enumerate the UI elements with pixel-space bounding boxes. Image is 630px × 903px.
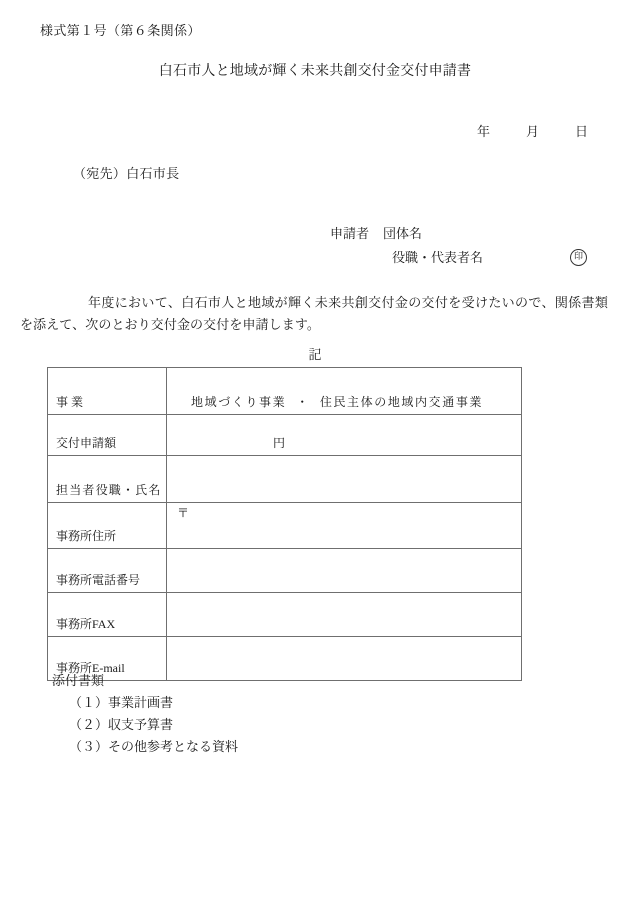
page-title: 白石市人と地域が輝く未来共創交付金交付申請書 (158, 64, 472, 79)
list-item: （１）事業計画書 (69, 695, 174, 710)
row-label-address: 事務所住所 (48, 503, 167, 549)
seal-icon: 印 (570, 249, 587, 266)
row-label-email: 事務所E-mail (48, 637, 167, 681)
row-value-phone[interactable] (167, 549, 522, 593)
date-line (0, 123, 588, 141)
ki-marker: 記 (308, 347, 322, 362)
applicant-organization-row (330, 222, 483, 246)
amount-unit-label: 円 (272, 436, 285, 450)
form-number: 様式第１号（第６条関係） (40, 23, 201, 38)
organization-name-label: 団体名 (383, 226, 423, 241)
attachments-list (52, 692, 238, 758)
attachments-heading: 添付書類 (52, 673, 105, 688)
row-label-amount: 交付申請額 (48, 415, 167, 456)
applicant-block (330, 222, 583, 270)
body-paragraph: 年度において、白石市人と地域が輝く未来共創交付金の交付を受けたいので、関係書類を添えて、次のとおり交付金の交付を申請します。 (20, 295, 608, 332)
row-label-contact: 担当者役職・氏名 (48, 456, 167, 503)
table-row (48, 503, 522, 549)
applicant-representative-row (330, 246, 583, 270)
list-item: （２）収支予算書 (69, 717, 174, 732)
row-value-contact[interactable] (167, 456, 522, 503)
table-row (48, 368, 522, 415)
table-row (48, 593, 522, 637)
attachments-block (52, 670, 238, 758)
jigyo-option-b: 住民主体の地域内交通事業 (319, 395, 484, 409)
date-month-label: 月 (525, 124, 539, 139)
row-value-address[interactable] (167, 503, 522, 549)
applicant-label: 申請者 (330, 226, 370, 241)
date-year-label: 年 (476, 124, 490, 139)
row-value-fax[interactable] (167, 593, 522, 637)
row-value-jigyo[interactable] (167, 368, 522, 415)
row-label-fax: 事務所FAX (48, 593, 167, 637)
table-row (48, 415, 522, 456)
table-row (48, 456, 522, 503)
table-row (48, 549, 522, 593)
jigyo-separator: ・ (296, 395, 310, 409)
postal-code-icon: 〒 (177, 506, 190, 520)
application-table (47, 367, 522, 681)
list-item: （３）その他参考となる資料 (69, 739, 239, 754)
row-label-jigyo: 事 業 (48, 368, 167, 415)
row-value-amount[interactable] (167, 415, 522, 456)
jigyo-option-a: 地域づくり事業 (191, 395, 287, 409)
date-day-label: 日 (574, 124, 588, 139)
addressee: （宛先）白石市長 (73, 166, 180, 181)
representative-name-label: 役職・代表者名 (392, 250, 484, 265)
row-label-phone: 事務所電話番号 (48, 549, 167, 593)
